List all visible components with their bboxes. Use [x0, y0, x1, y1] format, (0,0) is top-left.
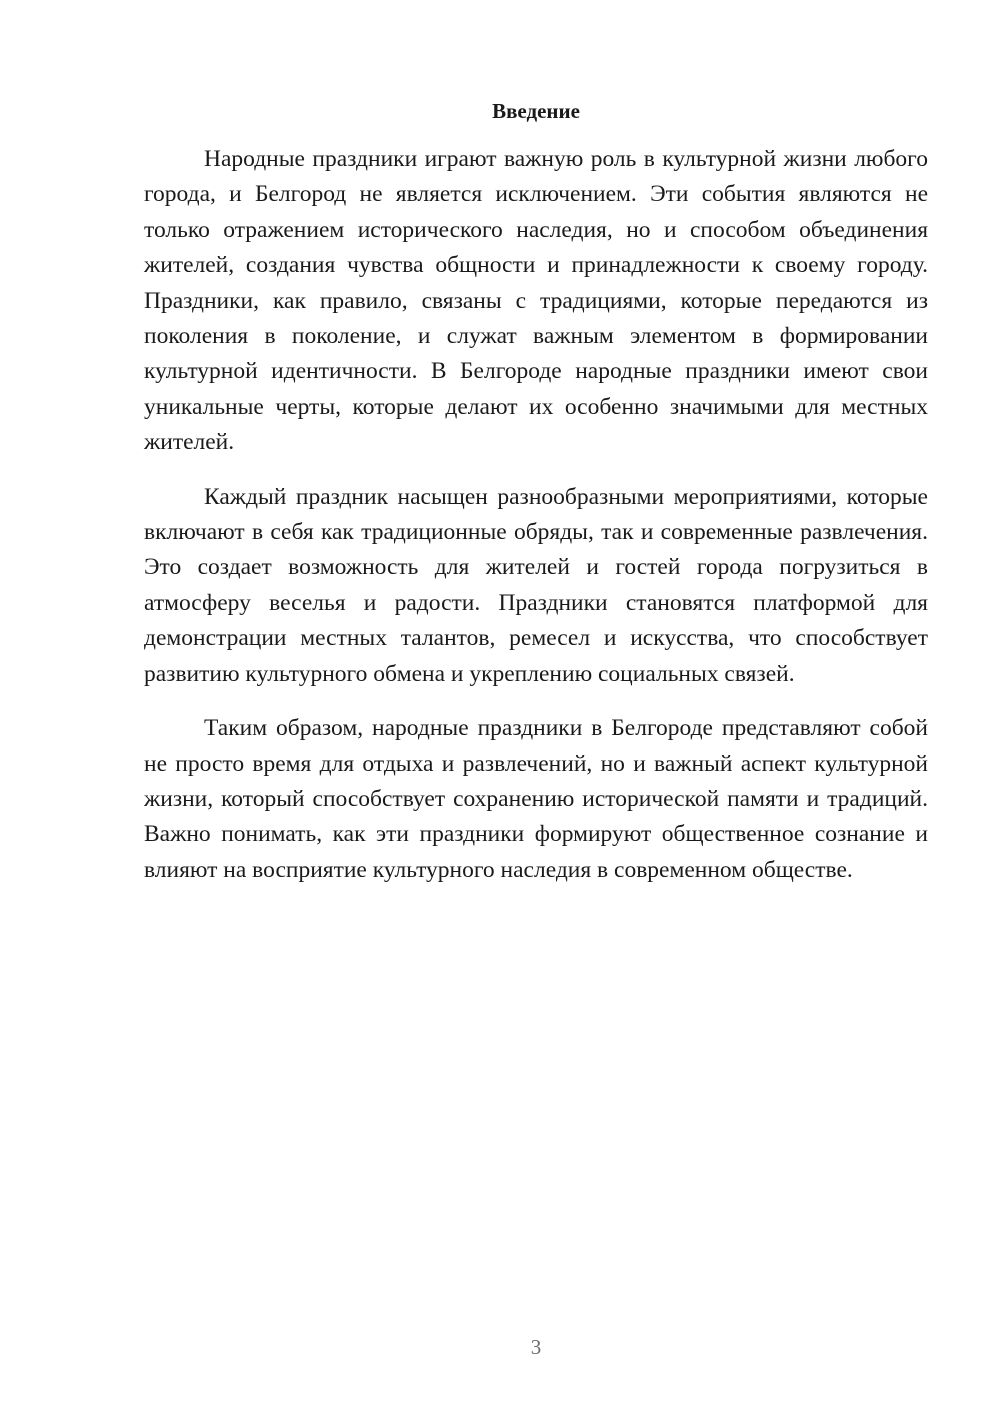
paragraph-2: Каждый праздник насыщен разнообразными мероприятиями, которые включают в себя как традиционные обряды, так и современные развлечения. Это создает возможность для жителей и гостей города погрузиться в атмосферу веселья и радости. Праздники становятся платформой для демонстрации местных талантов, ремесел и искусства, что способствует развитию культурного обмена и укреплению социальных связей. — [144, 483, 928, 687]
body-text — [144, 142, 928, 888]
paragraph-1: Народные праздники играют важную роль в культурной жизни любого города, и Белгород не является исключением. Эти события являются не только отражением исторического наследия, но и способом объединения жителей, создания чувства общности и принадлежности к своему городу. Праздники, как правило, связаны с традициями, которые передаются из поколения в поколение, и служат важным элементом в формировании культурной идентичности. В Белгороде народные праздники имеют свои уникальные черты, которые делают их особенно значимыми для местных жителей. — [144, 146, 928, 456]
page-number: 3 — [530, 1335, 542, 1359]
paragraph-3: Таким образом, народные праздники в Белгороде представляют собой не просто время для отдыха и развлечений, но и важный аспект культурной жизни, который способствует сохранению исторической памяти и традиций. Важно понимать, как эти праздники формируют общественное сознание и влияют на восприятие культурного наследия в современном обществе. — [144, 715, 928, 883]
section-heading: Введение — [492, 99, 580, 123]
